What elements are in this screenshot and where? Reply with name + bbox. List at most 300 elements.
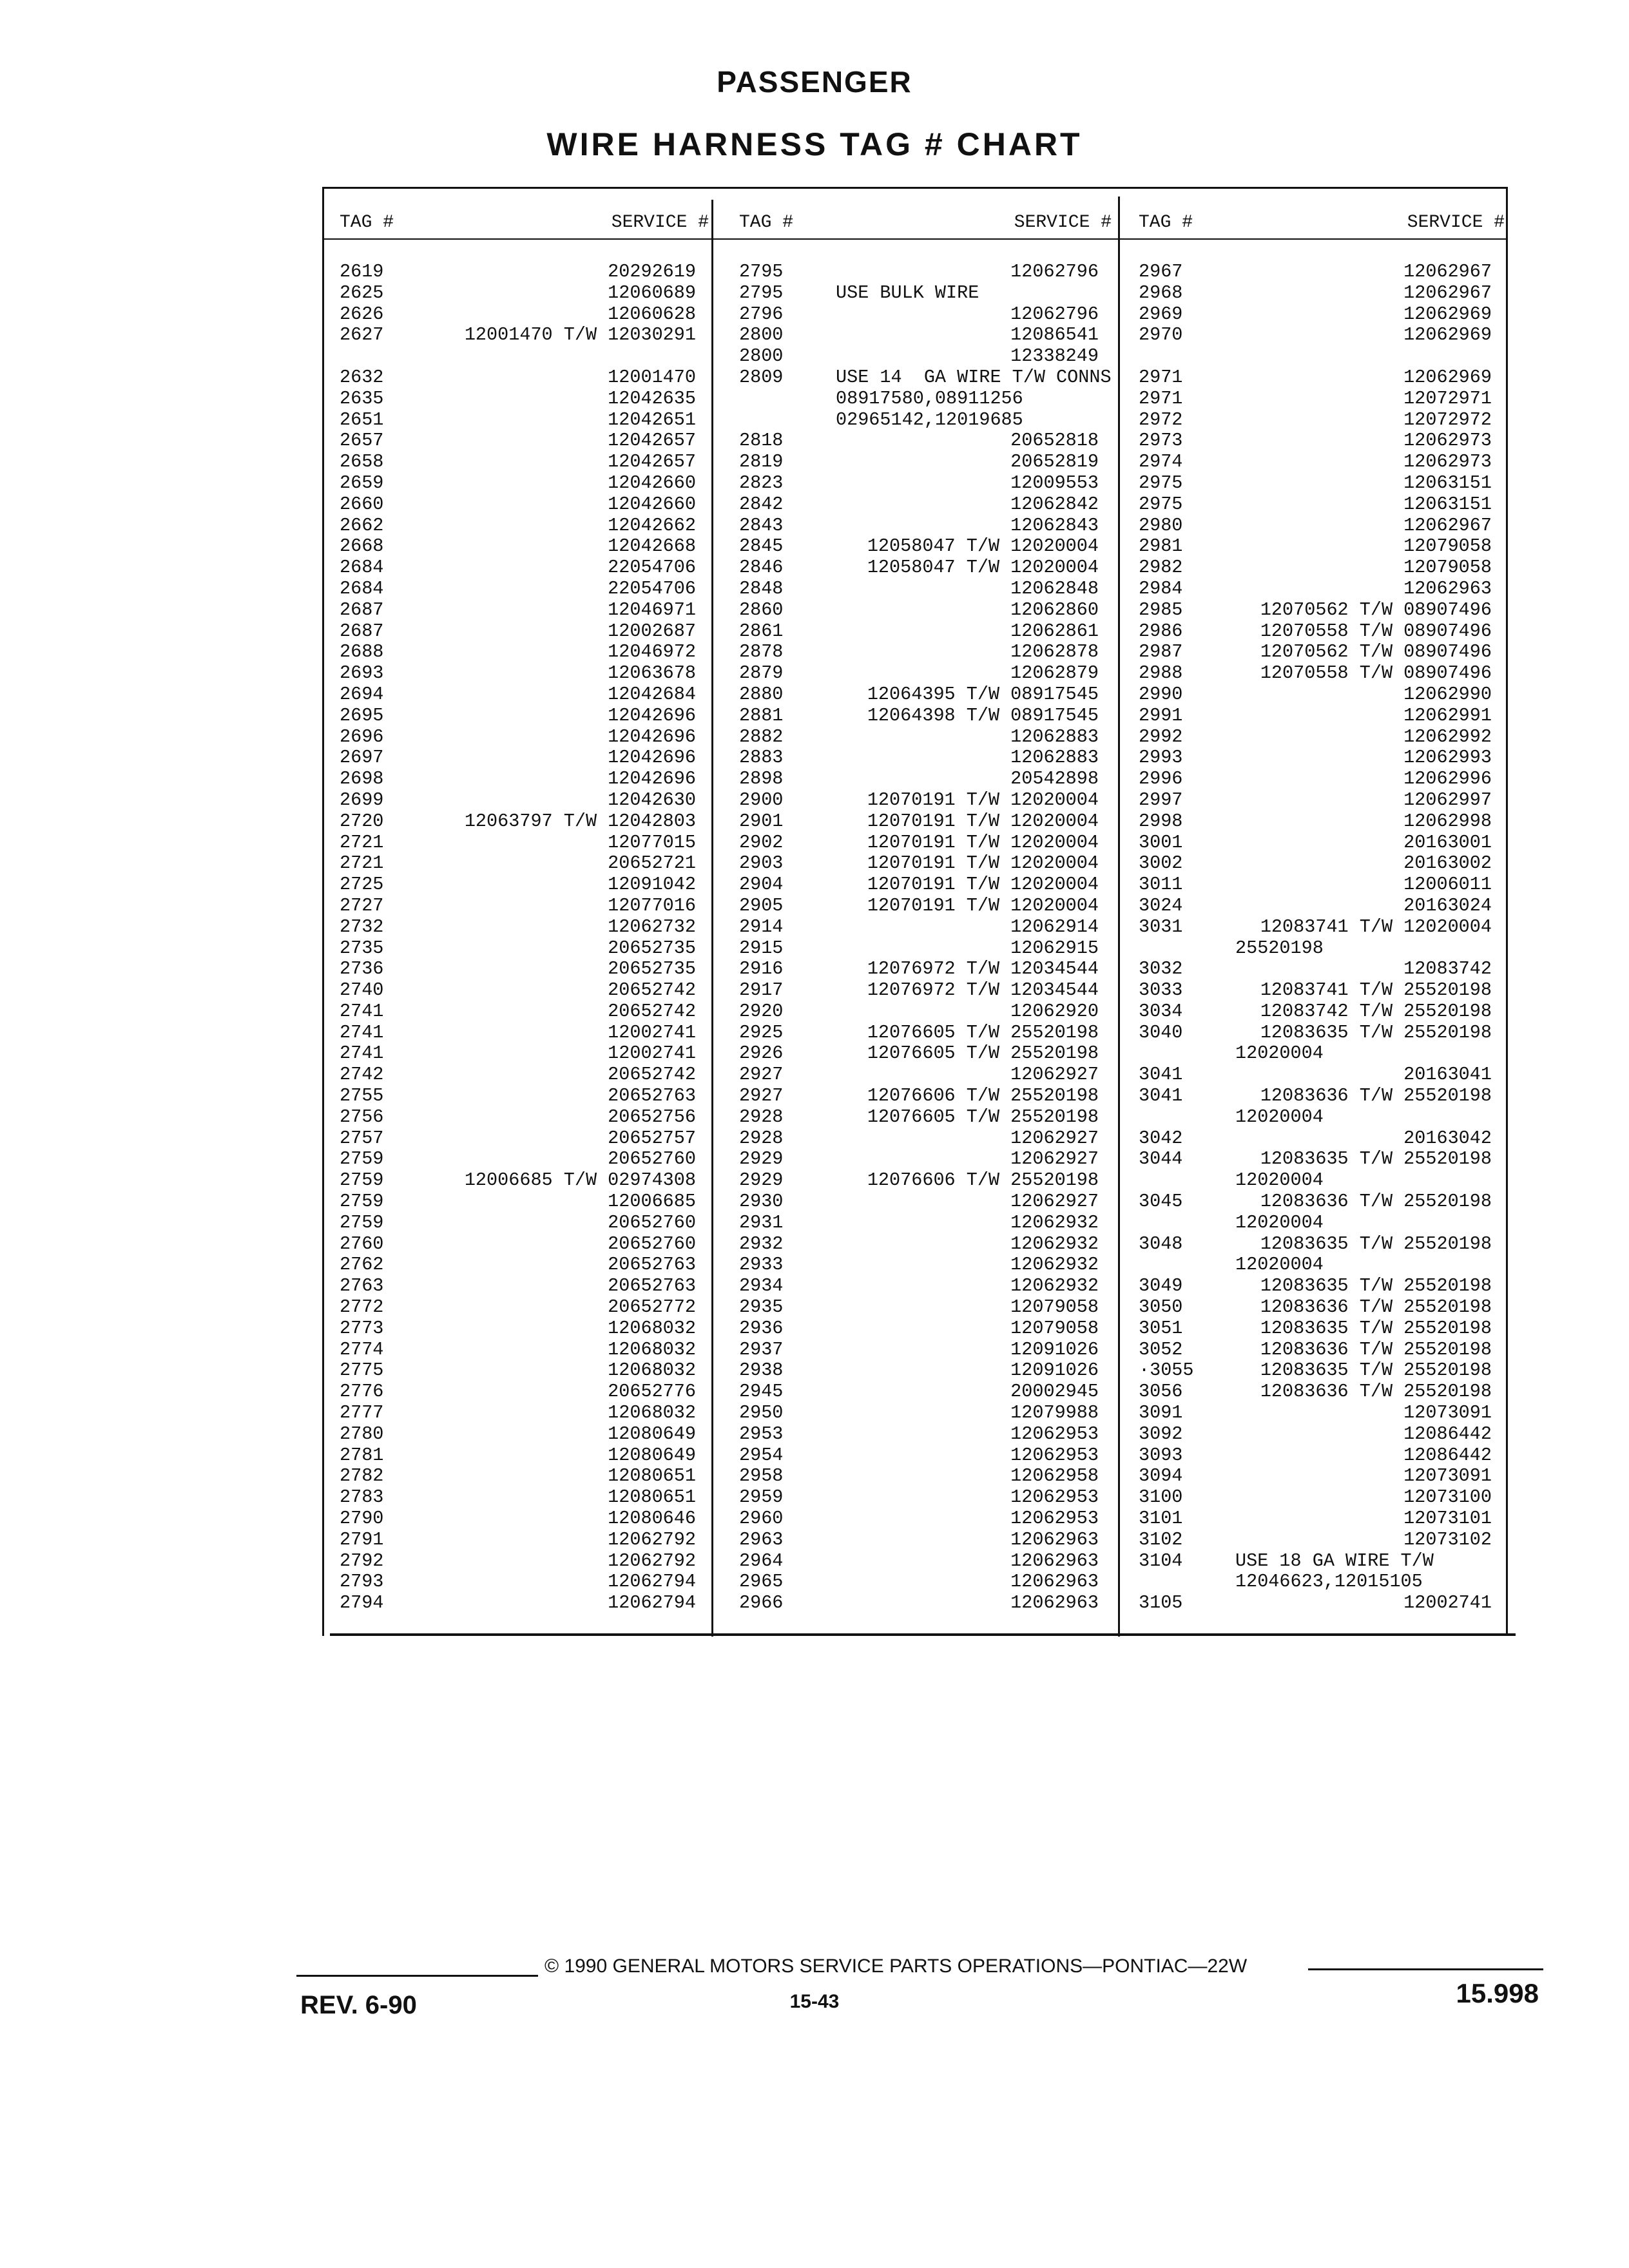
service-cell: 12042630 <box>608 789 696 811</box>
tag-cell: 2695 <box>340 704 384 726</box>
service-cell: 20652742 <box>608 1064 696 1086</box>
tag-cell: 3011 <box>1139 874 1183 896</box>
table-row <box>731 1297 1112 1318</box>
tag-cell: 2684 <box>340 557 384 579</box>
table-row <box>731 853 1112 874</box>
service-cell: 12020004 <box>1235 1043 1324 1064</box>
table-row <box>1131 1530 1505 1551</box>
service-header: SERVICE # <box>611 213 709 233</box>
service-cell: 12062915 <box>1010 937 1099 959</box>
tag-cell: 2920 <box>739 1000 784 1022</box>
service-cell: 12042696 <box>608 768 696 790</box>
tag-cell: 3094 <box>1139 1465 1183 1487</box>
tag-cell: 2627 <box>340 324 384 346</box>
table-row <box>1131 346 1505 367</box>
tag-cell: 2968 <box>1139 282 1183 303</box>
service-cell <box>410 346 709 367</box>
service-cell: 12068032 <box>608 1360 696 1381</box>
table-row <box>332 959 709 980</box>
table-row <box>332 874 709 896</box>
revision-label: REV. 6-90 <box>300 1991 417 2019</box>
table-row <box>332 1276 709 1297</box>
table-row <box>731 283 1112 304</box>
tag-cell: 2969 <box>1139 303 1183 325</box>
service-cell: 12042657 <box>608 451 696 473</box>
tag-cell: 2917 <box>739 979 784 1001</box>
tag-cell: 2981 <box>1139 535 1183 557</box>
table-row <box>1131 452 1505 473</box>
service-cell: 12060628 <box>608 303 696 325</box>
table-row <box>1131 1276 1505 1297</box>
table-row <box>332 389 709 410</box>
tag-cell: 2759 <box>340 1191 384 1213</box>
tag-cell: 2846 <box>739 557 784 579</box>
tag-cell: 2684 <box>340 577 384 599</box>
service-cell: 12062969 <box>1403 324 1492 346</box>
service-cell: 12083635 T/W 25520198 <box>1260 1275 1492 1297</box>
table-row <box>1131 1191 1505 1213</box>
tag-cell: 2928 <box>739 1127 784 1149</box>
tag-cell: 2792 <box>340 1550 384 1571</box>
service-cell: 12062878 <box>1010 641 1099 663</box>
tag-cell: 2763 <box>340 1275 384 1297</box>
footer-rule-left <box>296 1975 538 1977</box>
tag-cell: 2756 <box>340 1106 384 1128</box>
table-row <box>332 367 709 389</box>
service-cell: 12062953 <box>1010 1444 1099 1466</box>
tag-cell: 3101 <box>1139 1508 1183 1530</box>
table-row <box>731 621 1112 642</box>
table-row <box>1131 1297 1505 1318</box>
tag-cell: 3056 <box>1139 1381 1183 1403</box>
service-cell: 12068032 <box>608 1402 696 1424</box>
table-row <box>1131 1360 1505 1381</box>
tag-cell: 2926 <box>739 1043 784 1064</box>
table-row <box>332 1149 709 1170</box>
table-row <box>731 1086 1112 1107</box>
table-row <box>1131 959 1505 980</box>
tag-cell: 2931 <box>739 1211 784 1233</box>
tag-cell: 2914 <box>739 916 784 937</box>
table-row <box>1131 1424 1505 1445</box>
service-cell: 12042660 <box>608 472 696 494</box>
table-row <box>1131 1340 1505 1361</box>
service-cell: 12076972 T/W 12034544 <box>867 958 1099 980</box>
tag-cell: 2880 <box>739 683 784 705</box>
tag-cell: 2760 <box>340 1233 384 1254</box>
footer-rule-right <box>1308 1968 1543 1970</box>
table-row <box>332 473 709 494</box>
tag-cell: 3024 <box>1139 894 1183 916</box>
tag-cell: 2964 <box>739 1550 784 1571</box>
tag-cell: 2973 <box>1139 430 1183 452</box>
table-row <box>1131 600 1505 621</box>
service-cell: 20652763 <box>608 1275 696 1297</box>
tag-cell: 2790 <box>340 1508 384 1530</box>
tag-cell: 2996 <box>1139 768 1183 790</box>
service-cell: 12062997 <box>1403 789 1492 811</box>
tag-cell: 3050 <box>1139 1296 1183 1318</box>
tag-cell: 2958 <box>739 1465 784 1487</box>
tag-cell: 2898 <box>739 768 784 790</box>
service-cell: 12062953 <box>1010 1423 1099 1445</box>
service-cell: 20163024 <box>1403 894 1492 916</box>
service-cell: 20652772 <box>608 1296 696 1318</box>
table-row <box>1131 557 1505 579</box>
tag-cell: 2688 <box>340 641 384 663</box>
service-cell: 12062842 <box>1010 493 1099 515</box>
service-cell: 12001470 T/W 12030291 <box>464 324 696 346</box>
service-cell: 12042660 <box>608 493 696 515</box>
tag-cell: 2658 <box>340 451 384 473</box>
service-cell: 20652756 <box>608 1106 696 1128</box>
table-row <box>731 389 1112 410</box>
service-cell: 12062879 <box>1010 662 1099 684</box>
tag-cell: 2800 <box>739 345 784 367</box>
service-cell: 12077016 <box>608 894 696 916</box>
tag-cell: 3104 <box>1139 1550 1183 1571</box>
service-cell: 12083742 <box>1403 958 1492 980</box>
service-cell: 12079058 <box>1403 535 1492 557</box>
tag-cell: 2916 <box>739 958 784 980</box>
tag-cell: 2975 <box>1139 472 1183 494</box>
tag-cell: 2990 <box>1139 683 1183 705</box>
table-row <box>332 917 709 938</box>
service-cell: 12062969 <box>1403 303 1492 325</box>
service-cell: 12073101 <box>1403 1508 1492 1530</box>
column-divider-2 <box>1118 197 1120 1637</box>
table-row <box>332 706 709 727</box>
table-row <box>332 346 709 367</box>
tag-cell: 2900 <box>739 789 784 811</box>
column-header <box>332 213 709 238</box>
tag-cell: 2721 <box>340 831 384 853</box>
tag-cell: 2842 <box>739 493 784 515</box>
service-cell: 12062963 <box>1010 1550 1099 1571</box>
tag-cell: 2904 <box>739 874 784 896</box>
tag-cell: 2772 <box>340 1296 384 1318</box>
service-cell: 20542898 <box>1010 768 1099 790</box>
tag-cell: 2991 <box>1139 704 1183 726</box>
tag-cell: 2938 <box>739 1360 784 1381</box>
service-cell: 12062932 <box>1010 1254 1099 1276</box>
service-cell: 12083635 T/W 25520198 <box>1260 1360 1492 1381</box>
tag-cell: 2988 <box>1139 662 1183 684</box>
service-cell: 08917580,08911256 <box>836 387 1023 409</box>
service-cell: 12062927 <box>1010 1064 1099 1086</box>
tag-cell <box>1131 1170 1210 1191</box>
table-row <box>1131 1254 1505 1276</box>
service-cell: 12072972 <box>1403 408 1492 430</box>
tag-cell: 2967 <box>1139 261 1183 282</box>
service-cell: 12062963 <box>1010 1571 1099 1593</box>
table-row <box>731 1023 1112 1044</box>
service-cell: 12062963 <box>1403 577 1492 599</box>
service-cell: 12062794 <box>608 1571 696 1593</box>
service-cell: 12083636 T/W 25520198 <box>1260 1338 1492 1360</box>
service-cell: 12006011 <box>1403 874 1492 896</box>
table-top-rule <box>322 187 1508 189</box>
table-row <box>332 1445 709 1466</box>
service-cell: 12073100 <box>1403 1486 1492 1508</box>
service-cell: 20652763 <box>608 1085 696 1107</box>
service-cell: 12070562 T/W 08907496 <box>1260 599 1492 620</box>
row-list <box>731 262 1112 1614</box>
tag-cell: 3031 <box>1139 916 1183 937</box>
tag-cell: 3034 <box>1139 1000 1183 1022</box>
table-row <box>731 747 1112 769</box>
service-cell: 12062958 <box>1010 1465 1099 1487</box>
tag-cell: 2720 <box>340 810 384 832</box>
tag-cell: ·3055 <box>1139 1360 1194 1381</box>
tag-cell: 2935 <box>739 1296 784 1318</box>
column-header <box>731 213 1112 238</box>
service-cell: 12002741 <box>608 1021 696 1043</box>
table-row <box>1131 430 1505 452</box>
service-cell: 12083636 T/W 25520198 <box>1260 1191 1492 1213</box>
service-cell: 12068032 <box>608 1338 696 1360</box>
service-cell: 12083636 T/W 25520198 <box>1260 1296 1492 1318</box>
service-cell: 12080646 <box>608 1508 696 1530</box>
tag-cell: 2934 <box>739 1275 784 1297</box>
service-cell: USE BULK WIRE <box>836 282 979 303</box>
service-cell: 12063678 <box>608 662 696 684</box>
service-cell: 12062967 <box>1403 514 1492 536</box>
row-list <box>1131 262 1505 1614</box>
table-row <box>731 367 1112 389</box>
table-row <box>1131 769 1505 790</box>
table-row <box>332 1551 709 1572</box>
table-row <box>332 727 709 748</box>
tag-cell: 2659 <box>340 472 384 494</box>
service-cell: 12076605 T/W 25520198 <box>867 1021 1099 1043</box>
tag-cell <box>1131 1571 1210 1593</box>
table-row <box>1131 367 1505 389</box>
service-cell: 12006685 T/W 02974308 <box>464 1169 696 1191</box>
service-cell: 12062998 <box>1403 810 1492 832</box>
tag-cell: 2953 <box>739 1423 784 1445</box>
service-cell: 12072971 <box>1403 387 1492 409</box>
table-row <box>731 494 1112 515</box>
tag-cell: 2992 <box>1139 726 1183 747</box>
service-cell: 12070191 T/W 12020004 <box>867 894 1099 916</box>
table-row <box>332 1403 709 1424</box>
service-cell: 12002741 <box>608 1043 696 1064</box>
tag-cell: 2727 <box>340 894 384 916</box>
service-cell: 12042684 <box>608 683 696 705</box>
service-cell: 12080649 <box>608 1444 696 1466</box>
table-row <box>731 1551 1112 1572</box>
table-row <box>332 1107 709 1128</box>
service-cell: 12062860 <box>1010 599 1099 620</box>
table-row <box>332 1487 709 1508</box>
table-row <box>1131 1107 1505 1128</box>
table-row <box>731 1593 1112 1614</box>
tag-cell: 2651 <box>340 408 384 430</box>
service-cell: 12020004 <box>1235 1254 1324 1276</box>
table-column-2 <box>731 213 1112 1614</box>
table-row <box>332 557 709 579</box>
table-row <box>1131 1487 1505 1508</box>
table-row <box>731 1508 1112 1530</box>
tag-cell: 2657 <box>340 430 384 452</box>
tag-cell: 2927 <box>739 1085 784 1107</box>
page-title: PASSENGER <box>717 65 912 99</box>
column-divider-1 <box>711 200 713 1637</box>
table-right-rule <box>1506 187 1508 1636</box>
table-row <box>731 938 1112 959</box>
tag-cell: 3001 <box>1139 831 1183 853</box>
table-row <box>1131 1445 1505 1466</box>
table-row <box>731 1381 1112 1403</box>
table-row <box>332 938 709 959</box>
tag-cell: 2793 <box>340 1571 384 1593</box>
table-row <box>1131 515 1505 537</box>
table-row <box>332 1424 709 1445</box>
tag-cell <box>731 389 810 410</box>
service-cell: 12062991 <box>1403 704 1492 726</box>
tag-cell: 3052 <box>1139 1338 1183 1360</box>
table-row <box>332 304 709 325</box>
table-row <box>332 980 709 1001</box>
tag-cell: 2971 <box>1139 387 1183 409</box>
table-row <box>1131 1128 1505 1149</box>
service-cell: 12086541 <box>1010 324 1099 346</box>
service-cell: 12076972 T/W 12034544 <box>867 979 1099 1001</box>
table-row <box>731 1466 1112 1487</box>
tag-cell: 2774 <box>340 1338 384 1360</box>
service-cell: 12042696 <box>608 726 696 747</box>
tag-cell: 2687 <box>340 620 384 642</box>
tag-cell <box>731 410 810 431</box>
service-cell: 12073102 <box>1403 1528 1492 1550</box>
tag-cell: 2984 <box>1139 577 1183 599</box>
table-row <box>1131 494 1505 515</box>
service-cell: 02965142,12019685 <box>836 408 1023 430</box>
table-row <box>731 515 1112 537</box>
table-row <box>731 980 1112 1001</box>
table-row <box>332 1043 709 1064</box>
service-cell: 12073091 <box>1403 1465 1492 1487</box>
tag-cell: 2823 <box>739 472 784 494</box>
table-row <box>731 959 1112 980</box>
service-cell: USE 18 GA WIRE T/W <box>1235 1550 1434 1571</box>
service-cell: 12086442 <box>1403 1423 1492 1445</box>
tag-cell: 2796 <box>739 303 784 325</box>
tag-cell: 2725 <box>340 874 384 896</box>
table-row <box>731 557 1112 579</box>
service-cell: 12070562 T/W 08907496 <box>1260 641 1492 663</box>
service-cell: 22054706 <box>608 557 696 579</box>
table-row <box>731 642 1112 663</box>
service-header: SERVICE # <box>1014 213 1112 233</box>
tag-cell: 3105 <box>1139 1592 1183 1614</box>
table-row <box>332 1318 709 1340</box>
table-row <box>332 1340 709 1361</box>
tag-cell: 2974 <box>1139 451 1183 473</box>
service-cell: 12070558 T/W 08907496 <box>1260 620 1492 642</box>
tag-cell: 2736 <box>340 958 384 980</box>
tag-cell <box>1131 1254 1210 1276</box>
table-row <box>332 262 709 283</box>
table-row <box>332 410 709 431</box>
tag-cell: 2740 <box>340 979 384 1001</box>
tag-cell <box>1131 1043 1210 1064</box>
service-cell: 12020004 <box>1235 1211 1324 1233</box>
table-row <box>1131 1508 1505 1530</box>
table-row <box>1131 896 1505 917</box>
tag-cell: 2843 <box>739 514 784 536</box>
table-row <box>1131 727 1505 748</box>
table-row <box>332 1530 709 1551</box>
table-row <box>1131 790 1505 811</box>
table-row <box>332 1086 709 1107</box>
tag-cell: 2960 <box>739 1508 784 1530</box>
table-row <box>731 1318 1112 1340</box>
tag-cell: 3044 <box>1139 1148 1183 1170</box>
tag-cell: 2699 <box>340 789 384 811</box>
document-number: 15.998 <box>1456 1978 1539 2008</box>
tag-cell: 2773 <box>340 1317 384 1339</box>
table-row <box>731 896 1112 917</box>
tag-cell: 2927 <box>739 1064 784 1086</box>
tag-cell: 2687 <box>340 599 384 620</box>
tag-cell: 2985 <box>1139 599 1183 620</box>
tag-cell: 2668 <box>340 535 384 557</box>
tag-cell: 2933 <box>739 1254 784 1276</box>
table-row <box>1131 706 1505 727</box>
tag-cell: 3040 <box>1139 1021 1183 1043</box>
tag-cell: 3049 <box>1139 1275 1183 1297</box>
service-cell: 12083636 T/W 25520198 <box>1260 1085 1492 1107</box>
service-cell: 12064395 T/W 08917545 <box>867 683 1099 705</box>
table-row <box>1131 262 1505 283</box>
service-cell: 20652735 <box>608 937 696 959</box>
tag-cell: 2660 <box>340 493 384 515</box>
table-row <box>332 1254 709 1276</box>
table-row <box>1131 1149 1505 1170</box>
service-cell: 12042696 <box>608 747 696 769</box>
table-row <box>332 663 709 684</box>
service-cell: 12062732 <box>608 916 696 937</box>
table-row <box>332 1128 709 1149</box>
row-list <box>332 262 709 1614</box>
service-cell: 12079988 <box>1010 1402 1099 1424</box>
table-row <box>731 1191 1112 1213</box>
table-row <box>332 283 709 304</box>
table-row <box>332 747 709 769</box>
service-cell: 20652721 <box>608 852 696 874</box>
service-cell: 12091026 <box>1010 1360 1099 1381</box>
service-cell: 12083635 T/W 25520198 <box>1260 1233 1492 1254</box>
tag-cell: 2930 <box>739 1191 784 1213</box>
table-row <box>1131 917 1505 938</box>
service-cell: 12079058 <box>1403 557 1492 579</box>
table-row <box>731 790 1112 811</box>
table-row <box>1131 325 1505 346</box>
table-row <box>1131 1551 1505 1572</box>
tag-cell: 2929 <box>739 1148 784 1170</box>
service-cell: 20163041 <box>1403 1064 1492 1086</box>
table-row <box>731 262 1112 283</box>
service-cell: 12062920 <box>1010 1000 1099 1022</box>
service-cell: 12042651 <box>608 408 696 430</box>
table-row <box>731 1254 1112 1276</box>
table-row <box>332 790 709 811</box>
service-cell: 12062992 <box>1403 726 1492 747</box>
table-row <box>332 621 709 642</box>
tag-cell: 2809 <box>739 366 784 388</box>
